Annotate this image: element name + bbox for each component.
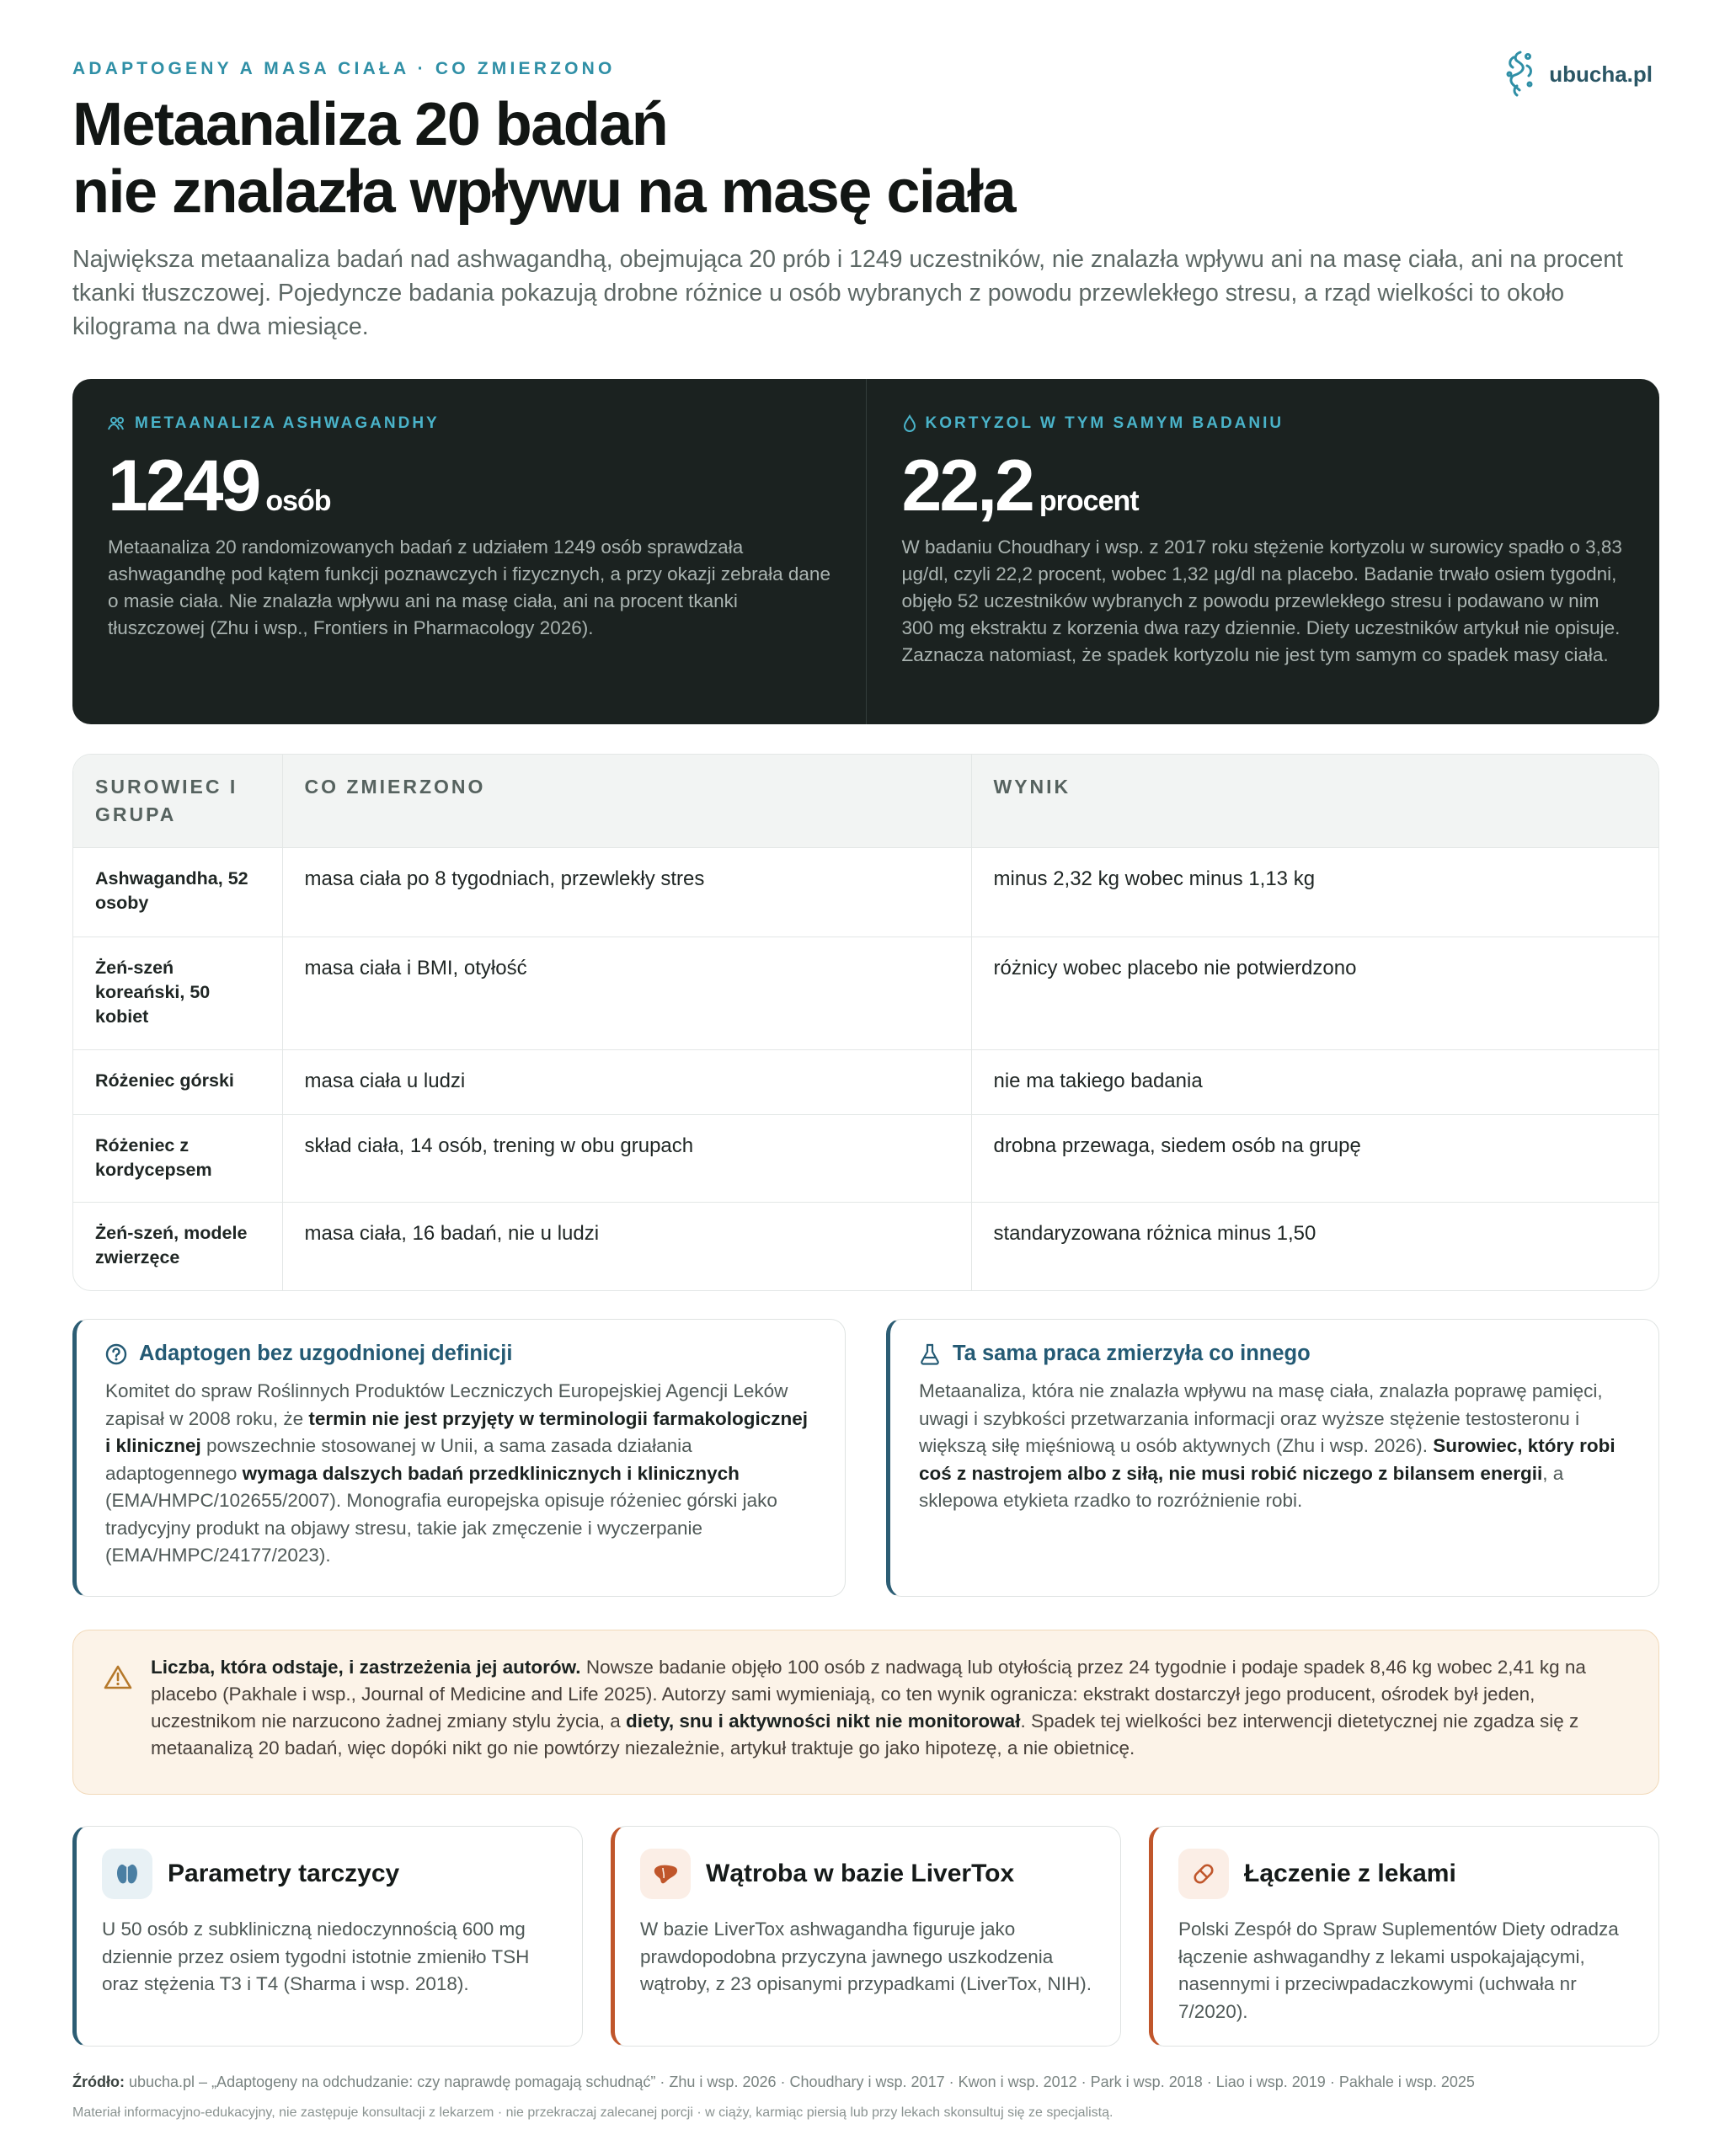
question-circle-icon [105, 1343, 127, 1365]
table-row [73, 1115, 1658, 1203]
drop-icon [902, 414, 917, 433]
liver-icon [640, 1849, 691, 1899]
section-kicker: ADAPTOGENY A MASA CIAŁA · CO ZMIERZONO [72, 59, 616, 78]
table-row [73, 1203, 1658, 1290]
text-run: . Spadek tej wielkości bez interwencji dietetycznej nie zgadza się z metaanalizą 20 badań, więc dopóki nikt go nie powtórzy niezależnie, artykuł traktuje go jako hipotezę, a nie obietnicę. [151, 1710, 1579, 1758]
stat-cortisol [866, 379, 1660, 724]
info-box-title [105, 1342, 818, 1366]
cell-measured: masa ciała u ludzi [282, 1050, 971, 1115]
cell-result: nie ma takiego badania [971, 1050, 1658, 1115]
card-text: U 50 osób z subkliniczną niedoczynnością 600 mg dziennie przez osiem tygodni istotnie zmieniło TSH oraz stężenia T3 i T4 (Sharma i wsp. 2018). [102, 1919, 530, 1994]
text-emphasis: termin nie jest przyjęty w terminologii farmakologicznej i klinicznej [105, 1407, 809, 1456]
card-title: Wątroba w bazie LiverTox [706, 1860, 1015, 1887]
page-title [72, 91, 1015, 226]
stat-description: Metaanaliza 20 randomizowanych badań z udziałem 1249 osób sprawdzała ashwagandhę pod kątem funkcji poznawczych i fizycznych, a przy okazji zebrała dane o masie ciała. Nie znalazła wpływu ani na masę ciała, ani na procent tkanki tłuszczowej (Zhu i wsp., Frontiers in Pharmacology 2026). [108, 536, 830, 638]
stat-label-text: KORTYZOL W TYM SAMYM BADANIU [925, 414, 1284, 432]
info-box-title-text: Ta sama praca zmierzyła co innego [953, 1342, 1311, 1365]
disclaimer: Materiał informacyjno-edukacyjny, nie zastępuje konsultacji z lekarzem · nie przekraczaj zalecanej porcji · w ciąży, karmiąc piersią lub przy lekach skonsultuj się ze specjalistą. [72, 2105, 1114, 2120]
pill-icon [1178, 1849, 1229, 1899]
comparison-table [72, 754, 1659, 1291]
cell-material: Ashwagandha, 52 osoby [73, 848, 282, 937]
card-drug-interactions [1149, 1826, 1659, 2047]
cell-measured: masa ciała, 16 badań, nie u ludzi [282, 1203, 971, 1290]
thyroid-icon [102, 1849, 152, 1899]
brand-logo[interactable] [1502, 49, 1653, 99]
text-run: (EMA/HMPC/102655/2007). Monografia europejska opisuje różeniec górski jako tradycyjny produkt na objawy stresu, takie jak zmęczenie i wyczerpanie (EMA/HMPC/24177/2023). [105, 1490, 777, 1566]
text-run: Metaanaliza, która nie znalazła wpływu na masę ciała, znalazła poprawę pamięci, uwagi i szybkości przetwarzania informacji oraz wyższe stężenie testosteronu i większą siłę mięśniową u osób aktywnych (Zhu i wsp. 2026). [919, 1380, 1603, 1456]
stat-value-row [108, 448, 832, 524]
cell-result: standaryzowana różnica minus 1,50 [971, 1203, 1658, 1290]
text-run: powszechnie stosowanej w Unii, a sama zasada działania adaptogennego [105, 1435, 692, 1484]
stat-unit: osób [265, 485, 331, 517]
column-header: CO ZMIERZONO [282, 755, 971, 848]
stats-panel [72, 379, 1659, 724]
title-line-1: Metaanaliza 20 badań [72, 91, 668, 158]
cell-material: Różeniec z kordycepsem [73, 1115, 282, 1203]
stat-label-text: METAANALIZA ASHWAGANDHY [135, 414, 440, 432]
text-run: Nowsze badanie objęło 100 osób z nadwagą lub otyłością przez 24 tygodnie i podaje spadek 8,46 kg wobec 2,41 kg na placebo (Pakhale i wsp., Journal of Medicine and Life 2025). Autorzy sami wymieniają, co ten wynik ogranicza: ekstrakt dostarczył jego producent, ośrodek był jeden, uczestnikom nie narzucono żadnej zmiany stylu życia, a [151, 1657, 1586, 1732]
text-run: , a sklepowa etykieta rzadko to rozróżnienie robi. [919, 1462, 1564, 1511]
warning-triangle-icon [104, 1664, 132, 1689]
table-header-row [73, 755, 1658, 848]
warning-text [151, 1654, 1625, 1762]
card-header [640, 1849, 1093, 1899]
source-text: ubucha.pl – „Adaptogeny na odchudzanie: czy naprawdę pomagają schudnąć” · Zhu i wsp. 2026 · Choudhary i wsp. 2017 · Kwon i wsp. 2012 · Park i wsp. 2018 · Liao i wsp. 2019 · Pakhale i wsp. 2025 [124, 2073, 1475, 2090]
column-header: WYNIK [971, 755, 1658, 848]
stat-label [902, 414, 1626, 433]
table-row [73, 1050, 1658, 1115]
text-run: Komitet do spraw Roślinnych Produktów Leczniczych Europejskiej Agencji Leków zapisał w 2008 roku, że [105, 1380, 788, 1429]
flask-icon [919, 1343, 941, 1365]
stat-value-row [902, 448, 1626, 524]
lead-paragraph: Największa metaanaliza badań nad ashwagandhą, obejmująca 20 prób i 1249 uczestników, nie znalazła wpływu ani na masę ciała, ani na procent tkanki tłuszczowej. Pojedyncze badania pokazują drobne różnice u osób wybranych z powodu przewlekłego stresu, a rząd wielkości to około kilograma na dwa miesiące. [72, 246, 1623, 340]
stat-description: W badaniu Choudhary i wsp. z 2017 roku stężenie kortyzolu w surowicy spadło o 3,83 µg/dl, czyli 22,2 procent, wobec 1,32 µg/dl na placebo. Badanie trwało osiem tygodni, objęło 52 uczestników wybranych z powodu przewlekłego stresu i podawano w nim 300 mg ekstraktu z korzenia dwa razy dziennie. Diety uczestników artykuł nie opisuje. Zaznacza natomiast, że spadek kortyzolu nie jest tym samym co spadek masy ciała. [901, 536, 1622, 665]
info-box-text [919, 1378, 1632, 1515]
stat-value: 22,2 [901, 446, 1033, 526]
cell-material: Żeń-szeń, modele zwierzęce [73, 1203, 282, 1290]
card-thyroid [72, 1826, 583, 2047]
text-emphasis: wymaga dalszych badań przedklinicznych i klinicznych [242, 1462, 740, 1484]
card-title: Parametry tarczycy [168, 1860, 400, 1887]
info-box-title-text: Adaptogen bez uzgodnionej definicji [139, 1342, 513, 1365]
table-row [73, 848, 1658, 937]
cell-result: drobna przewaga, siedem osób na grupę [971, 1115, 1658, 1203]
cell-material: Żeń-szeń koreański, 50 kobiet [73, 937, 282, 1050]
info-box-definition [72, 1319, 846, 1597]
cell-measured: masa ciała i BMI, otyłość [282, 937, 971, 1050]
stat-unit: procent [1039, 485, 1139, 517]
card-liver [611, 1826, 1121, 2047]
cell-measured: masa ciała po 8 tygodniach, przewlekły stres [282, 848, 971, 937]
card-header [102, 1849, 555, 1899]
card-header [1178, 1849, 1632, 1899]
info-box-title [919, 1342, 1632, 1366]
stat-label [108, 414, 832, 433]
brand-name: ubucha.pl [1549, 61, 1653, 87]
table-row [73, 937, 1658, 1050]
cell-result: różnicy wobec placebo nie potwierdzono [971, 937, 1658, 1050]
info-box-text [105, 1378, 818, 1570]
card-text: W bazie LiverTox ashwagandha figuruje jako prawdopodobna przyczyna jawnego uszkodzenia wątroby, z 23 opisanymi przypadkami (LiverTox, NIH). [640, 1919, 1092, 1994]
warning-callout [72, 1630, 1659, 1795]
cell-measured: skład ciała, 14 osób, trening w obu grupach [282, 1115, 971, 1203]
stat-meta-analysis [72, 379, 866, 724]
text-emphasis: Surowiec, który robi coś z nastrojem albo z siłą, nie musi robić niczego z bilansem energii [919, 1435, 1616, 1484]
people-icon [108, 415, 126, 432]
cell-material: Różeniec górski [73, 1050, 282, 1115]
card-text: Polski Zespół do Spraw Suplementów Diety odradza łączenie ashwagandhy z lekami uspokajającymi, nasennymi i przeciwpadaczkowymi (uchwała nr 7/2020). [1178, 1919, 1619, 2022]
source-label: Źródło: [72, 2073, 125, 2090]
stat-value: 1249 [108, 446, 259, 526]
text-emphasis: diety, snu i aktywności nikt nie monitorował [626, 1710, 1021, 1732]
text-emphasis: Liczba, która odstaje, i zastrzeżenia jej autorów. [151, 1657, 581, 1678]
info-box-other-measures [886, 1319, 1659, 1597]
column-header: SUROWIEC I GRUPA [73, 755, 282, 848]
cell-result: minus 2,32 kg wobec minus 1,13 kg [971, 848, 1658, 937]
title-line-2: nie znalazła wpływu na masę ciała [72, 158, 1015, 226]
source-line [72, 2073, 1659, 2091]
card-title: Łączenie z lekami [1244, 1860, 1456, 1887]
kombucha-swirl-icon [1502, 49, 1539, 99]
